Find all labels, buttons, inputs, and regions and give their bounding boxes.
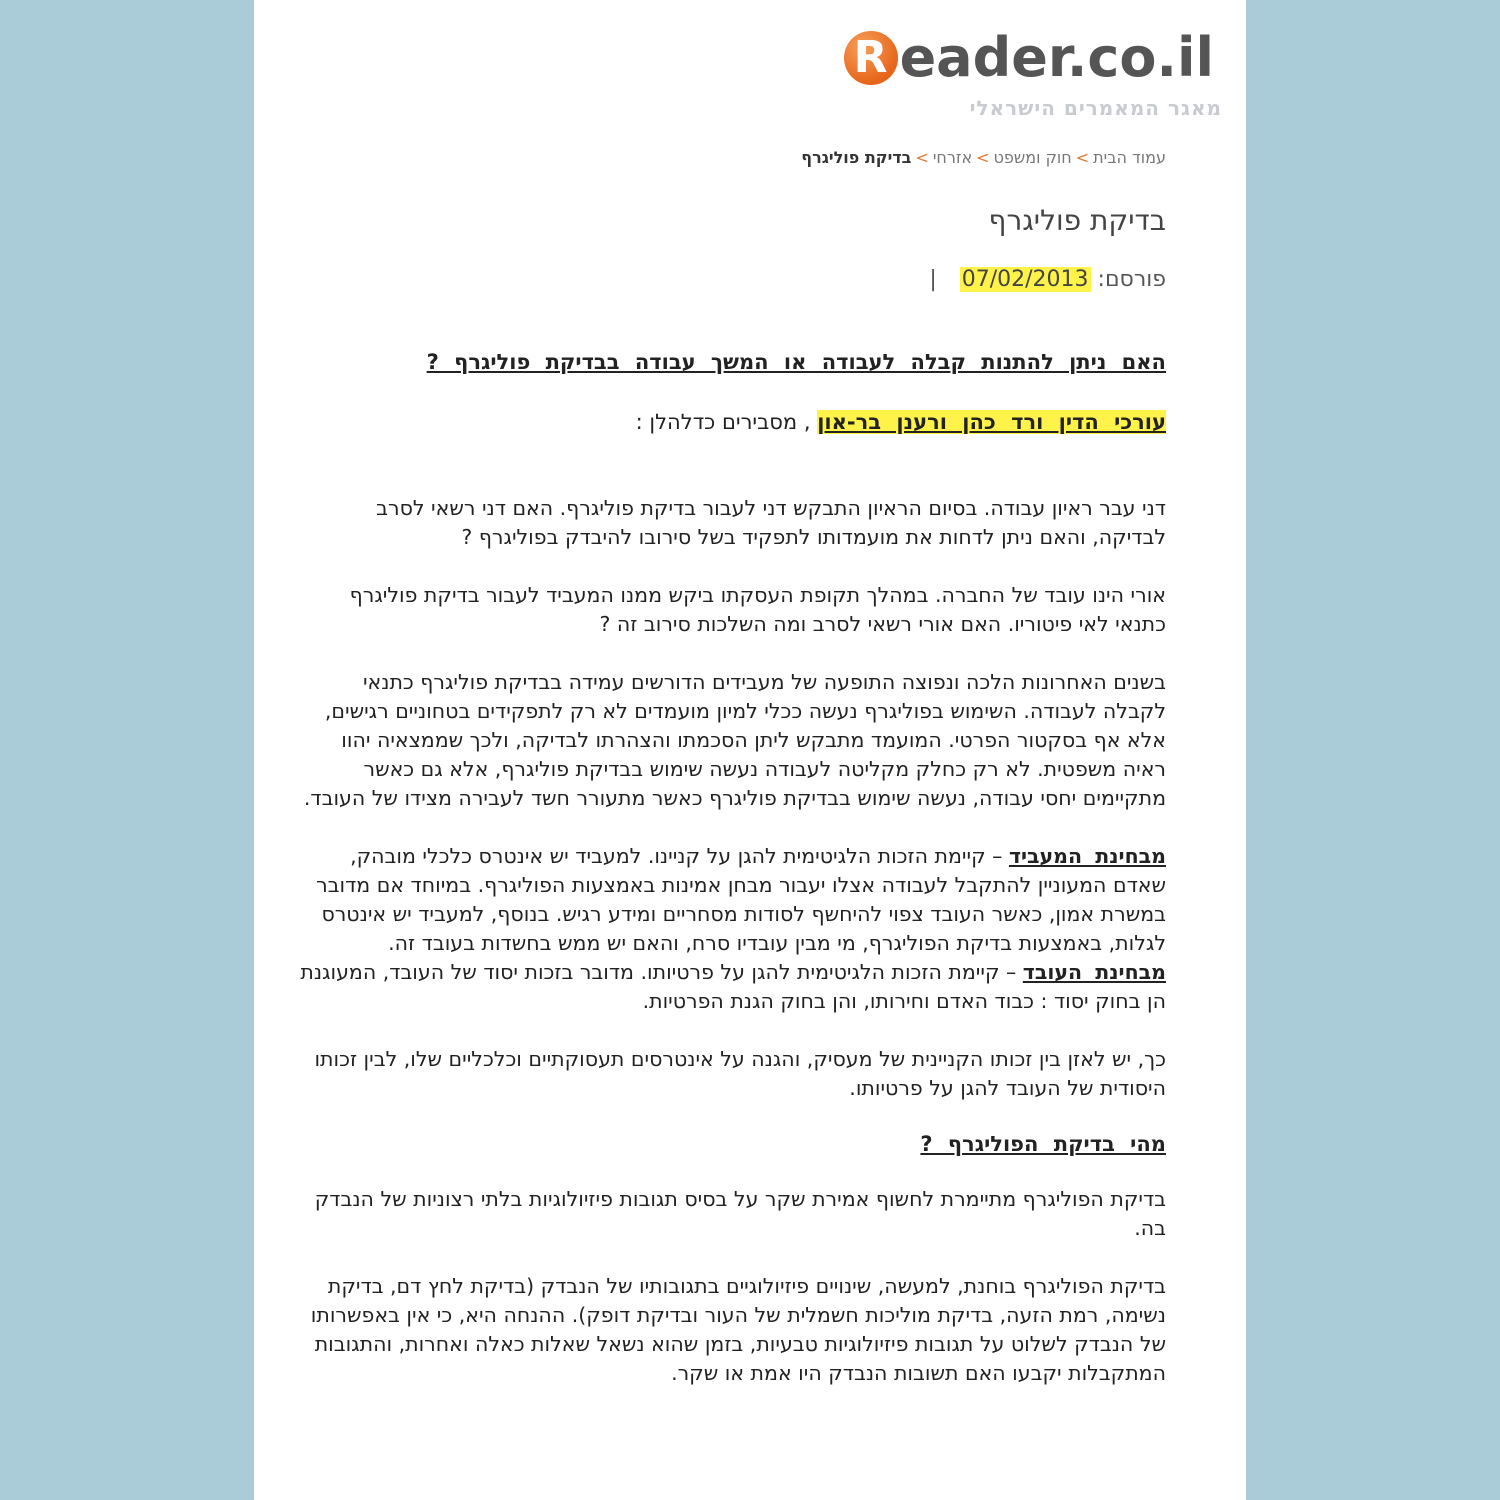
logo-text: eader.co.il [899, 26, 1214, 89]
breadcrumb-separator: > [976, 148, 990, 167]
site-tagline: מאגר המאמרים הישראלי [969, 96, 1222, 120]
site-logo[interactable] [844, 26, 1214, 90]
employer-text: – קיימת הזכות הלגיטימית להגן על קניינו. למעביד יש אינטרס כלכלי מובהק, שאדם המעוניין להתקבל לעבודה אצלו יעבור מבחן אמינות באמצעות הפוליגרף. במיוחד אם מדובר במשרת אמון, כאשר העובד צפוי להיחשף לסודות מסחריים ומידע רגיש. בנוסף, למעביד יש אינטרס לגלות, באמצעות בדיקת הפוליגרף, מי מבין עובדיו סרח, והאם יש ממש בחשדות בעובד זה. [316, 844, 1166, 955]
paragraph-trend: בשנים האחרונות הלכה ונפוצה התופעה של מעבידים הדורשים עמידה בבדיקת פוליגרף כתנאי לקבלה לעבודה. השימוש בפוליגרף נעשה ככלי למיון מועמדים לא רק לתפקידים בטחוניים רגישים, אלא אף בסקטור הפרטי. המועמד מתבקש ליתן הסכמתו והצהרתו לבדיקה, ולכך שממצאיה יהוו ראיה משפטית. לא רק כחלק מקליטה לעבודה נעשה שימוש בבדיקת פוליגרף, אלא גם כאשר מתקיימים יחסי עבודה, נעשה שימוש בבדיקת פוליגרף כאשר מתעורר חשד לעבירה מצידו של העובד. [303, 670, 1166, 810]
paragraph-polygraph-method: בדיקת הפוליגרף בוחנת, למעשה, שינויים פיזיולוגיים בתגובותיו של הנבדק (בדיקת לחץ דם, בדיקת נשימה, רמת הזעה, בדיקת מוליכות חשמלית של העור ובדיקת דופק). ההנחה היא, כי אין באפשרותו של הנבדק לשלוט על תגובות פיזיולוגיות טבעיות, בזמן שהוא נשאל שאלות כאלה ואחרות, והתגובות המתקבלות יקבעו האם תשובות הנבדק היו אמת או שקר. [310, 1274, 1166, 1385]
published-line [296, 267, 1166, 292]
published-label: פורסם: [1097, 267, 1166, 292]
article-content [296, 148, 1166, 1388]
employee-term: מבחינת העובד [1022, 960, 1166, 984]
paragraph-employer [296, 842, 1166, 958]
breadcrumb-item-civil[interactable]: אזרחי [932, 148, 973, 167]
authors-line [296, 410, 1166, 434]
employer-term: מבחינת המעביד [1008, 844, 1166, 868]
section-heading-polygraph: מהי בדיקת הפוליגרף ? [920, 1132, 1166, 1156]
breadcrumb [296, 148, 1166, 182]
document-page [254, 0, 1246, 1500]
breadcrumb-item-home[interactable]: עמוד הבית [1093, 148, 1166, 167]
authors-suffix: , מסבירים כדלהלן : [635, 410, 811, 434]
breadcrumb-item-law[interactable]: חוק ומשפט [993, 148, 1072, 167]
paragraph-balance: כך, יש לאזן בין זכותו הקניינית של מעסיק, והגנה על אינטרסים תעסוקתיים וכלכליים שלו, לבין זכותו היסודית של העובד להגן על פרטיותו. [314, 1047, 1166, 1100]
page-title: בדיקת פוליגרף [988, 204, 1166, 237]
breadcrumb-current: בדיקת פוליגרף [801, 148, 912, 167]
article-question-heading: האם ניתן להתנות קבלה לעבודה או המשך עבודה בבדיקת פוליגרף ? [426, 350, 1166, 374]
logo-r-icon: R [844, 31, 898, 85]
paragraph-employee [296, 958, 1166, 1016]
published-divider: | [929, 267, 937, 292]
paragraph-polygraph-definition: בדיקת הפוליגרף מתיימרת לחשוף אמירת שקר על בסיס תגובות פיזיולוגיות בלתי רצוניות של הנבדק בה. [314, 1187, 1166, 1240]
author-names: עורכי הדין ורד כהן ורענן בר-און [817, 410, 1166, 434]
paragraph-dani: דני עבר ראיון עבודה. בסיום הראיון התבקש דני לעבור בדיקת פוליגרף. האם דני רשאי לסרב לבדיקה, והאם ניתן לדחות את מועמדותו לתפקיד בשל סירובו להיבדק בפוליגרף ? [376, 496, 1166, 549]
breadcrumb-separator: > [915, 148, 929, 167]
published-date: 07/02/2013 [961, 267, 1089, 292]
breadcrumb-separator: > [1075, 148, 1090, 167]
employee-text: – קיימת הזכות הלגיטימית להגן על פרטיותו. מדובר בזכות יסוד של העובד, המעוגנת הן בחוק יסוד : כבוד האדם וחירותו, והן בחוק הגנת הפרטיות. [300, 960, 1166, 1013]
paragraph-uri: אורי הינו עובד של החברה. במהלך תקופת העסקתו ביקש ממנו המעביד לעבור בדיקת פוליגרף כתנאי לאי פיטוריו. האם אורי רשאי לסרב ומה השלכות סירוב זה ? [349, 583, 1166, 636]
